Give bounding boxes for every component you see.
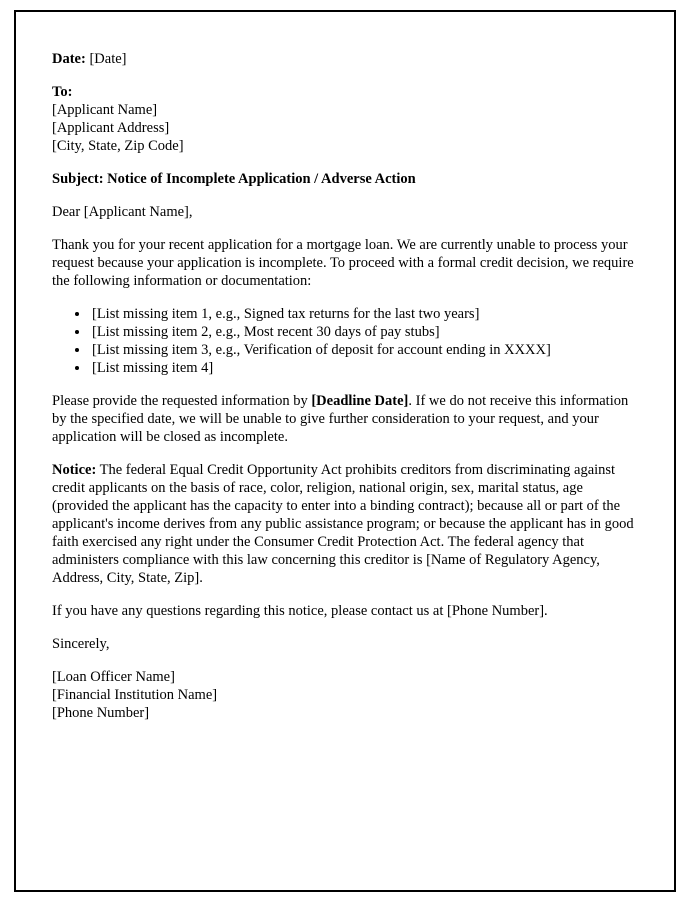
deadline-text-before: Please provide the requested information by <box>52 393 312 409</box>
notice-text: The federal Equal Credit Opportunity Act prohibits creditors from discriminating against credit applicants on the basis of race, color, religion, national origin, sex, marital status, age (provided the applicant has the capacity to enter into a binding contract); because all or part of the applicant's income derives from any public assistance program; or because the applicant has in good faith exercised any right under the Consumer Credit Protection Act. The federal agency that administers compliance with this law concerning this creditor is [Name of Regulatory Agency, Address, City, State, Zip]. <box>52 462 634 586</box>
recipient-city-state-zip: [City, State, Zip Code] <box>52 138 184 154</box>
intro-paragraph: Thank you for your recent application for a mortgage loan. We are currently unable to process your request because your application is incomplete. To proceed with a formal credit decision, we require the following information or documentation: <box>52 237 634 289</box>
date-label: Date: <box>52 51 86 67</box>
questions-paragraph: If you have any questions regarding this notice, please contact us at [Phone Number]. <box>52 603 548 619</box>
notice-label: Notice: <box>52 462 97 478</box>
missing-item: • [List missing item 1, e.g., Signed tax returns for the last two years] <box>90 305 638 323</box>
missing-items-list <box>52 305 638 377</box>
letter-body <box>16 12 674 722</box>
recipient-name: [Applicant Name] <box>52 102 158 118</box>
to-label: To: <box>52 84 73 100</box>
subject-line: Subject: Notice of Incomplete Application / Adverse Action <box>52 171 416 187</box>
signature-block <box>52 668 638 722</box>
signature-phone: [Phone Number] <box>52 705 150 721</box>
signature-loan-officer: [Loan Officer Name] <box>52 669 175 685</box>
deadline-paragraph <box>52 392 638 446</box>
missing-item: • [List missing item 3, e.g., Verification of deposit for account ending in XXXX] <box>90 341 638 359</box>
deadline-date: [Deadline Date] <box>311 393 409 409</box>
signature-institution: [Financial Institution Name] <box>52 687 218 703</box>
deadline-text-after: . If we do not receive this information by the specified date, we will be unable to give further consideration to your request, and your application will be closed as incomplete. <box>52 393 629 445</box>
closing: Sincerely, <box>52 636 110 652</box>
missing-item: • [List missing item 2, e.g., Most recent 30 days of pay stubs] <box>90 323 638 341</box>
missing-item: • [List missing item 4] <box>90 359 638 377</box>
recipient-address: [Applicant Address] <box>52 120 170 136</box>
recipient-block <box>52 83 638 155</box>
salutation: Dear [Applicant Name], <box>52 204 193 220</box>
date-value: [Date] <box>85 51 127 67</box>
ecoa-notice-paragraph <box>52 461 638 587</box>
date-line <box>52 50 638 68</box>
letter-page <box>14 10 676 892</box>
